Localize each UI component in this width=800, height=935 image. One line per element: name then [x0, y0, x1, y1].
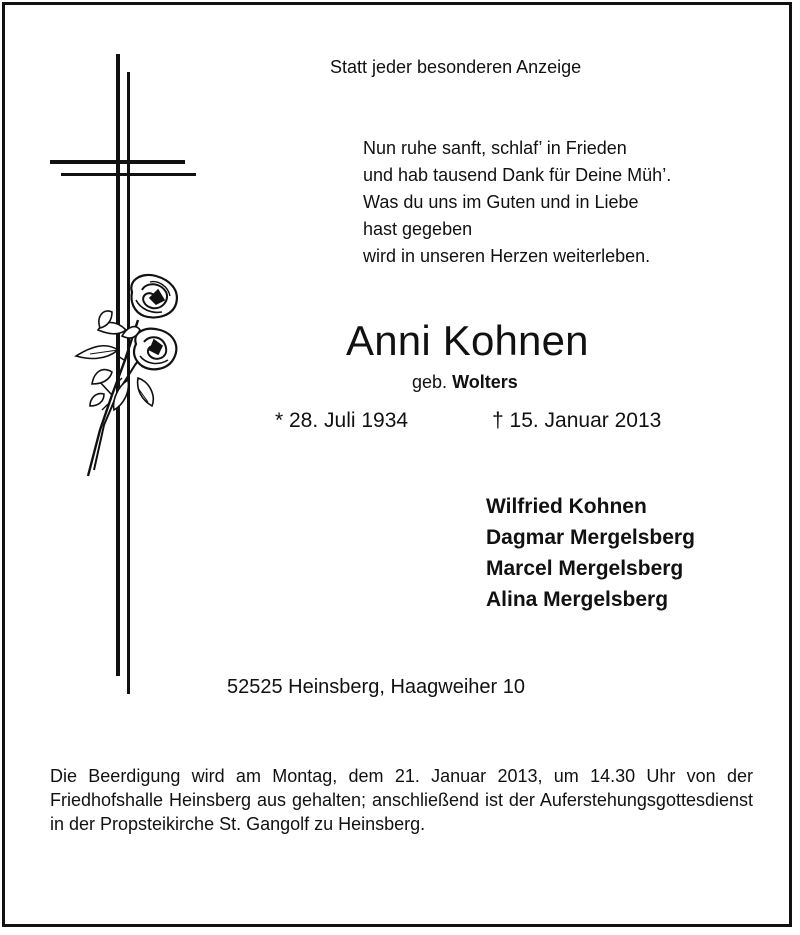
- maiden-name: [412, 373, 518, 391]
- rose-illustration: [76, 275, 177, 476]
- death-date: † 15. Januar 2013: [492, 409, 662, 432]
- poem-line: und hab tausend Dank für Deine Müh’.: [363, 165, 672, 185]
- maiden-name-prefix: geb.: [412, 372, 448, 392]
- funeral-notice: Die Beerdigung wird am Montag, dem 21. Januar 2013, um 14.30 Uhr von der Friedhofshalle Heinsberg aus gehalten; anschließend ist der Auferstehungsgottesdienst in der Propsteikirche St. Gangolf zu Heinsberg.: [50, 766, 753, 834]
- poem: [363, 135, 671, 270]
- header-text: Statt jeder besonderen Anzeige: [330, 57, 582, 77]
- family-member: Wilfried Kohnen: [486, 495, 647, 518]
- birth-date: * 28. Juli 1934: [275, 409, 409, 432]
- poem-line: hast gegeben: [363, 219, 473, 239]
- maiden-name-value: Wolters: [452, 372, 518, 392]
- family-member: Alina Mergelsberg: [486, 588, 669, 611]
- family-list: [486, 491, 695, 615]
- poem-line: Was du uns im Guten und in Liebe: [363, 192, 639, 212]
- address: 52525 Heinsberg, Haagweiher 10: [227, 676, 525, 698]
- rose-top-icon: [131, 275, 177, 318]
- poem-line: Nun ruhe sanft, schlaf’ in Frieden: [363, 138, 627, 158]
- family-member: Marcel Mergelsberg: [486, 557, 684, 580]
- rose-bottom-icon: [134, 329, 176, 370]
- family-member: Dagmar Mergelsberg: [486, 526, 695, 549]
- poem-line: wird in unseren Herzen weiterleben.: [363, 246, 651, 266]
- deceased-name: Anni Kohnen: [346, 317, 589, 364]
- cross-icon: [50, 54, 196, 694]
